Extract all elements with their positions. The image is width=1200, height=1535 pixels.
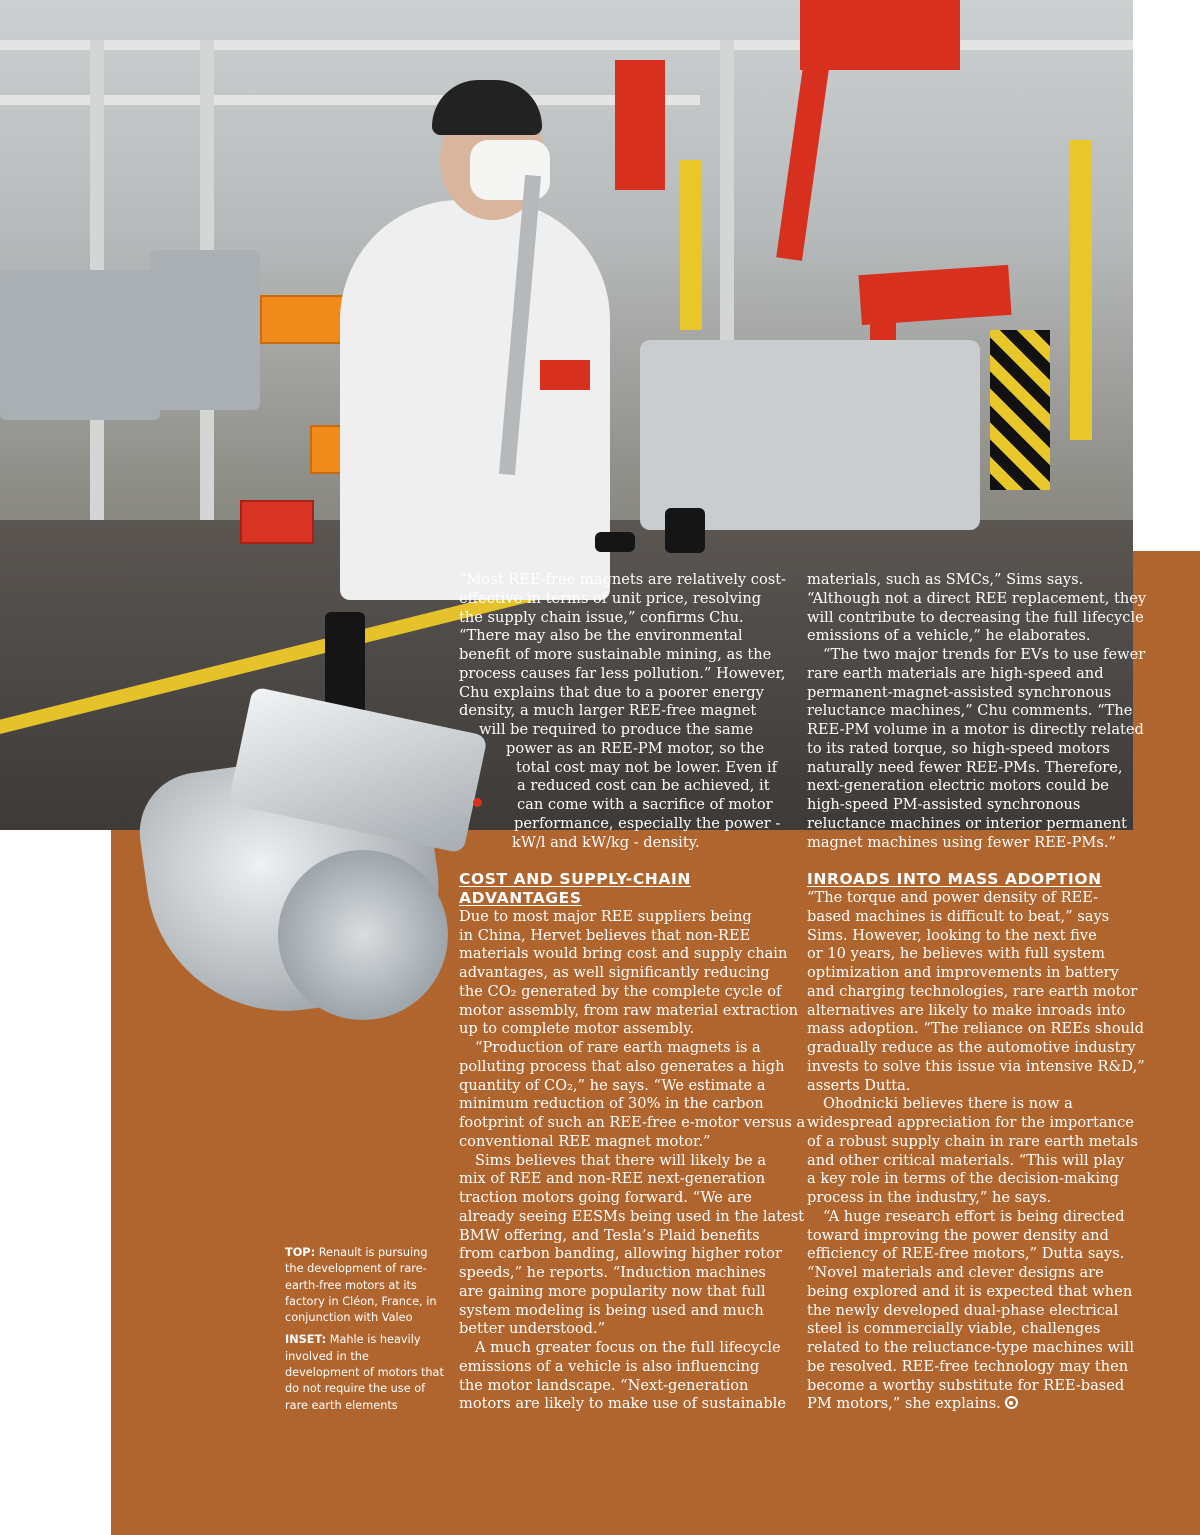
text-column-right xyxy=(807,571,1147,1414)
caption-top: TOP: Renault is pursuing the development of rare-earth-free motors at its factory in Cléon, France, in conjunction with Valeo xyxy=(285,1246,437,1325)
paragraph: Due to most major REE suppliers being in China, Hervet believes that non-REE materials would bring cost and supply chain advantages, as well significantly reducing the CO₂ generated by the complete cycle of motor assembly, from raw material extraction up to complete motor assembly. xyxy=(459,907,799,1038)
paragraph: “Most REE-free magnets are relatively cost- effective in terms of unit price, resolving the supply chain issue,” confirms Chu. “There may also be the environmental benefit of more sustainable mining, as the process causes far less pollution.” However, Chu explains that due to a poorer energy density, a much larger REE-free magnet will be required to produce the same power as an REE-PM motor, so the total cost may not be lower. Even if a reduced cost can be achieved, it can come with a sacrifice of motor performance, especially the power - kW/l and kW/kg - density. xyxy=(459,571,787,851)
paragraph: Sims believes that there will likely be a mix of REE and non-REE next-generation traction motors going forward. “We are already seeing EESMs being used in the latest BMW offering, and Tesla’s Plaid benefits from carbon banding, allowing higher rotor speeds,” he reports. “Induction machines are gaining more popularity now that full system modeling is being used and much better understood.” xyxy=(459,1151,805,1338)
text-column-left xyxy=(459,571,806,1414)
inset-motor-photo xyxy=(128,700,488,1030)
photo-caption xyxy=(285,1245,445,1420)
section-heading: INROADS INTO MASS ADOPTION xyxy=(807,870,1102,889)
caption-inset: INSET: Mahle is heavily involved in the development of motors that do not require the use of rare earth elements xyxy=(285,1333,444,1412)
paragraph: “A huge research effort is being directed toward improving the power density and efficiency of REE-free motors,” Dutta says. “Novel materials and clever designs are being explored and it is expected that when the newly developed dual-phase electrical steel is commercially viable, challenges related to the reluctance-type machines will be resolved. REE-free technology may then become a worthy substitute for REE-based PM motors,” she explains. xyxy=(807,1207,1135,1413)
paragraph: Ohodnicki believes there is now a widespread appreciation for the importance of a robust supply chain in rare earth metals and other critical materials. “This will play a key role in terms of the decision-making process in the industry,” he says. xyxy=(807,1095,1138,1206)
paragraph: “The two major trends for EVs to use fewer rare earth materials are high-speed and permanent-magnet-assisted synchronous reluctance machines,” Chu comments. “The REE-PM volume in a motor is directly related to its rated torque, so high-speed motors naturally need fewer REE-PMs. Therefore, next-generation electric motors could be high-speed PM-assisted synchronous reluctance machines or interior permanent magnet machines using fewer REE-PMs.” xyxy=(807,646,1146,851)
section-heading: COST AND SUPPLY-CHAIN ADVANTAGES xyxy=(459,870,691,907)
page-margin xyxy=(1133,0,1200,551)
paragraph: materials, such as SMCs,” Sims says. “Although not a direct REE replacement, they will contribute to decreasing the full lifecycle emissions of a vehicle,” he elaborates. xyxy=(807,571,1147,645)
paragraph: “Production of rare earth magnets is a polluting process that also generates a high quantity of CO₂,” he says. “We estimate a minimum reduction of 30% in the carbon footprint of such an REE-free e-motor versus a conventional REE magnet motor.” xyxy=(459,1039,806,1150)
paragraph: A much greater focus on the full lifecycle emissions of a vehicle is also influencing the motor landscape. “Next-generation motors are likely to make use of sustainable xyxy=(459,1339,786,1413)
paragraph: “The torque and power density of REE- based machines is difficult to beat,” says Sims. However, looking to the next five or 10 years, he believes with full system optimization and improvements in battery and charging technologies, rare earth motor alternatives are likely to make inroads into mass adoption. “The reliance on REEs should gradually reduce as the automotive industry invests to solve this issue via intensive R&D,” asserts Dutta. xyxy=(807,889,1145,1094)
end-of-article-icon xyxy=(1005,1396,1018,1409)
